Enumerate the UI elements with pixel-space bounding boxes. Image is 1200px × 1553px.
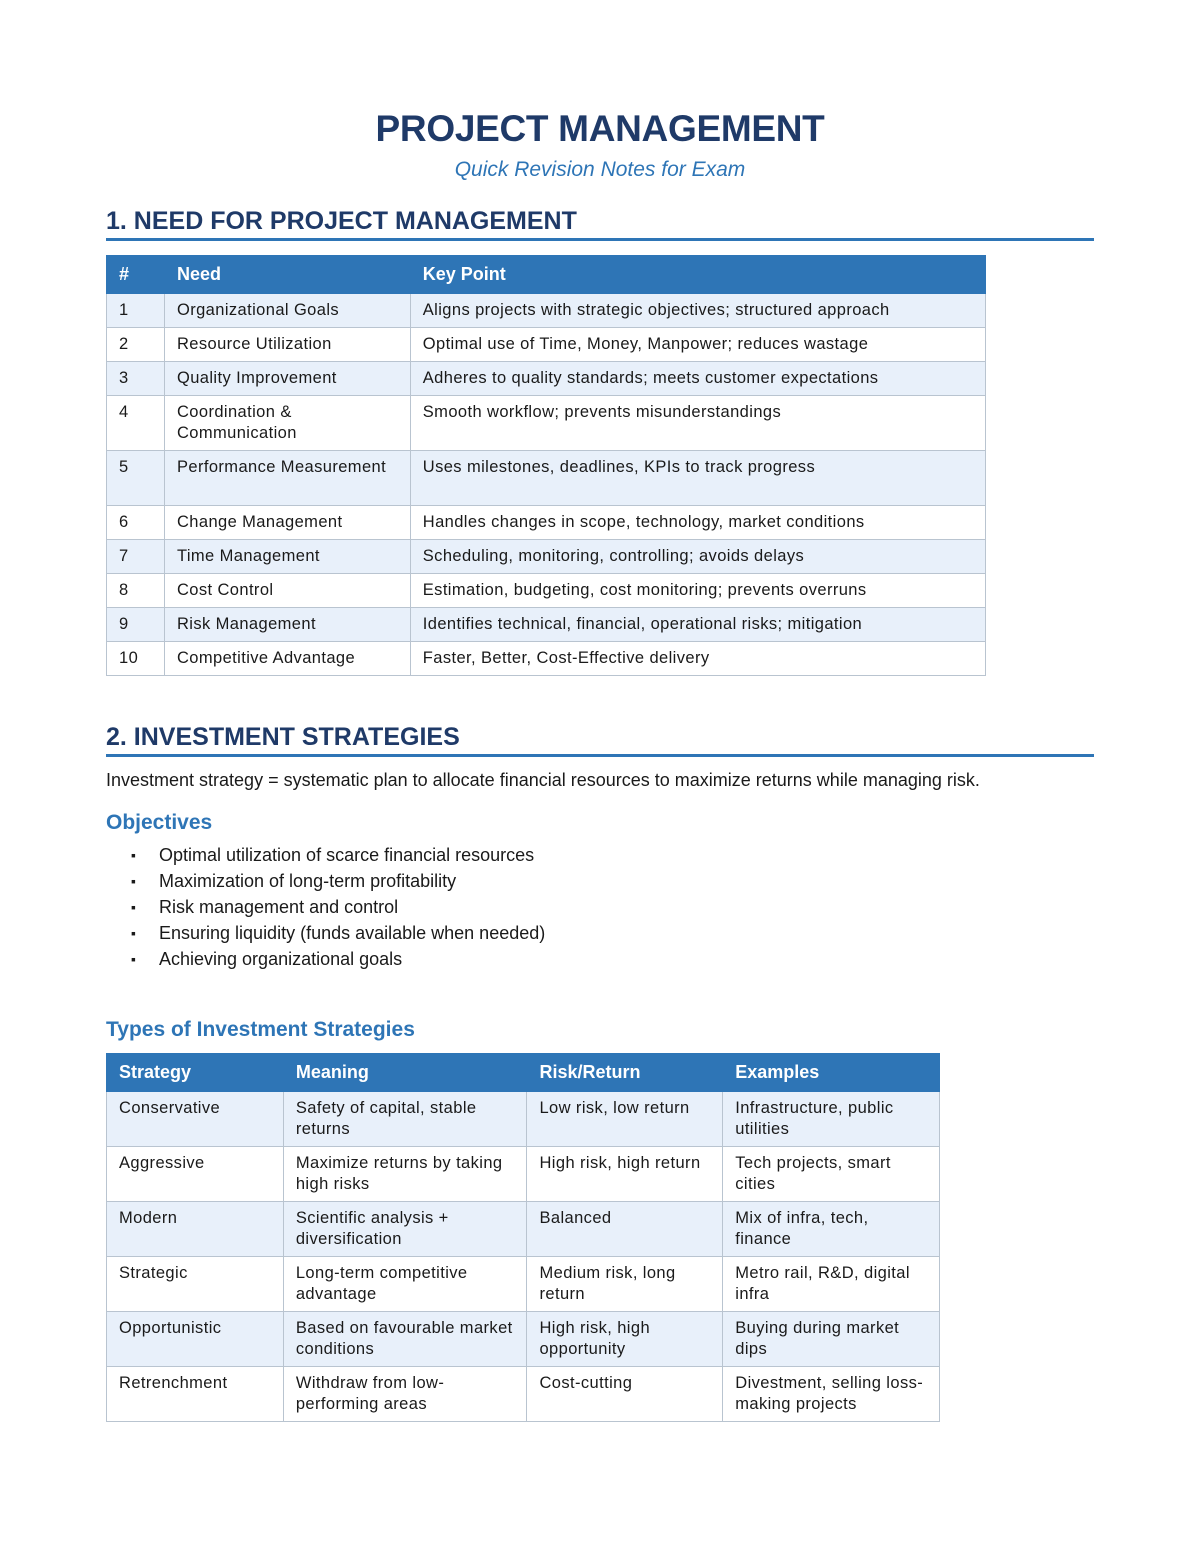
table-cell: Uses milestones, deadlines, KPIs to track progress <box>410 451 985 506</box>
table-cell: Divestment, selling loss-making projects <box>723 1367 940 1422</box>
table-cell: Scheduling, monitoring, controlling; avoids delays <box>410 540 985 574</box>
table-row <box>107 642 986 676</box>
table-row <box>107 574 986 608</box>
table-row <box>107 1367 940 1422</box>
table-cell: Buying during market dips <box>723 1312 940 1367</box>
bullet-icon: ▪ <box>131 847 136 863</box>
table-row <box>107 506 986 540</box>
table-cell: 2 <box>107 328 165 362</box>
table-row <box>107 451 986 506</box>
bullet-icon: ▪ <box>131 951 136 967</box>
table-cell: Performance Measurement <box>164 451 410 506</box>
document-title: PROJECT MANAGEMENT <box>375 108 825 149</box>
table-cell: Aligns projects with strategic objectives; structured approach <box>410 294 985 328</box>
table-cell: 9 <box>107 608 165 642</box>
table-cell: Low risk, low return <box>527 1092 723 1147</box>
list-item <box>106 922 545 948</box>
table-cell: Resource Utilization <box>164 328 410 362</box>
table-cell: 10 <box>107 642 165 676</box>
table-cell: Risk Management <box>164 608 410 642</box>
list-item <box>106 896 545 922</box>
list-item-text: Achieving organizational goals <box>159 949 403 969</box>
objectives-list <box>106 844 545 974</box>
table-cell: Safety of capital, stable returns <box>283 1092 527 1147</box>
table-cell: Smooth workflow; prevents misunderstandings <box>410 396 985 451</box>
column-header: Examples <box>723 1054 940 1092</box>
table-cell: Based on favourable market conditions <box>283 1312 527 1367</box>
types-heading: Types of Investment Strategies <box>106 1018 415 1041</box>
table-cell: 7 <box>107 540 165 574</box>
table-row <box>107 396 986 451</box>
objectives-heading: Objectives <box>106 811 213 834</box>
table-cell: Mix of infra, tech, finance <box>723 1202 940 1257</box>
table-cell: Time Management <box>164 540 410 574</box>
table-row <box>107 540 986 574</box>
table-cell: Identifies technical, financial, operational risks; mitigation <box>410 608 985 642</box>
table-cell: 4 <box>107 396 165 451</box>
table-cell: Change Management <box>164 506 410 540</box>
table-cell: 3 <box>107 362 165 396</box>
table-row <box>107 1312 940 1367</box>
table-header-row <box>107 1054 940 1092</box>
table-cell: Tech projects, smart cities <box>723 1147 940 1202</box>
section-2-heading: 2. INVESTMENT STRATEGIES <box>106 723 1094 757</box>
table-cell: Opportunistic <box>107 1312 284 1367</box>
table-row <box>107 1202 940 1257</box>
definition-text: Investment strategy = systematic plan to allocate financial resources to maximize returns while managing risk. <box>106 770 980 790</box>
table-cell: 5 <box>107 451 165 506</box>
table-cell: Modern <box>107 1202 284 1257</box>
table-cell: Cost Control <box>164 574 410 608</box>
table-cell: Handles changes in scope, technology, market conditions <box>410 506 985 540</box>
table-cell: 6 <box>107 506 165 540</box>
table-cell: Faster, Better, Cost-Effective delivery <box>410 642 985 676</box>
document-subtitle: Quick Revision Notes for Exam <box>454 158 746 181</box>
table-cell: Maximize returns by taking high risks <box>283 1147 527 1202</box>
table-cell: Strategic <box>107 1257 284 1312</box>
table-cell: Cost-cutting <box>527 1367 723 1422</box>
table-cell: Adheres to quality standards; meets customer expectations <box>410 362 985 396</box>
table-cell: Medium risk, long return <box>527 1257 723 1312</box>
table-cell: Optimal use of Time, Money, Manpower; reduces wastage <box>410 328 985 362</box>
table-cell: Infrastructure, public utilities <box>723 1092 940 1147</box>
table-row <box>107 608 986 642</box>
section-1-heading: 1. NEED FOR PROJECT MANAGEMENT <box>106 207 1094 241</box>
table-row <box>107 328 986 362</box>
column-header: Risk/Return <box>527 1054 723 1092</box>
table-cell: Organizational Goals <box>164 294 410 328</box>
table-cell: High risk, high opportunity <box>527 1312 723 1367</box>
table-row <box>107 1092 940 1147</box>
list-item-text: Maximization of long-term profitability <box>159 871 457 891</box>
table-cell: Conservative <box>107 1092 284 1147</box>
table-cell: High risk, high return <box>527 1147 723 1202</box>
needs-table <box>106 255 986 676</box>
bullet-icon: ▪ <box>131 873 136 889</box>
list-item <box>106 844 545 870</box>
table-row <box>107 1257 940 1312</box>
bullet-icon: ▪ <box>131 925 136 941</box>
list-item-text: Optimal utilization of scarce financial resources <box>159 845 535 865</box>
table-row <box>107 1147 940 1202</box>
table-cell: Estimation, budgeting, cost monitoring; prevents overruns <box>410 574 985 608</box>
table-cell: Competitive Advantage <box>164 642 410 676</box>
list-item <box>106 948 545 974</box>
column-header: Meaning <box>283 1054 527 1092</box>
table-cell: Coordination & Communication <box>164 396 410 451</box>
column-header: Key Point <box>410 256 985 294</box>
bullet-icon: ▪ <box>131 899 136 915</box>
column-header: Strategy <box>107 1054 284 1092</box>
table-cell: Metro rail, R&D, digital infra <box>723 1257 940 1312</box>
table-row <box>107 294 986 328</box>
table-cell: Balanced <box>527 1202 723 1257</box>
list-item <box>106 870 545 896</box>
table-cell: Aggressive <box>107 1147 284 1202</box>
table-cell: Scientific analysis + diversification <box>283 1202 527 1257</box>
list-item-text: Ensuring liquidity (funds available when needed) <box>159 923 546 943</box>
column-header: # <box>107 256 165 294</box>
table-row <box>107 362 986 396</box>
investment-strategies-table <box>106 1053 940 1422</box>
table-cell: 8 <box>107 574 165 608</box>
table-cell: Withdraw from low-performing areas <box>283 1367 527 1422</box>
table-header-row <box>107 256 986 294</box>
table-cell: 1 <box>107 294 165 328</box>
table-cell: Quality Improvement <box>164 362 410 396</box>
table-cell: Long-term competitive advantage <box>283 1257 527 1312</box>
column-header: Need <box>164 256 410 294</box>
table-cell: Retrenchment <box>107 1367 284 1422</box>
list-item-text: Risk management and control <box>159 897 399 917</box>
